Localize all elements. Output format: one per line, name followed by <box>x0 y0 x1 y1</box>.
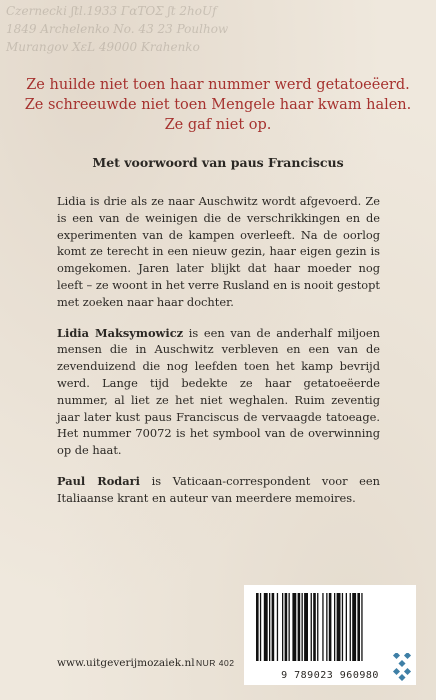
tagline-line: Ze schreeuwde niet toen Mengele haar kwam halen. <box>24 97 412 113</box>
tagline <box>20 75 416 135</box>
author-bio: is Vaticaan-correspondent voor een Italiaanse krant en auteur van meerdere memoires. <box>57 473 381 505</box>
tagline-line: Ze gaf niet op. <box>164 117 272 133</box>
blurb <box>57 193 380 521</box>
paragraph-author <box>57 473 380 507</box>
nur-code: NUR 402 <box>196 658 235 668</box>
subject-bio: is een van de anderhalf miljoen mensen die in Auschwitz verbleven en een van de zevenduizend die nog leefden toen het kamp bevrijd werd. Lange tijd bedekte ze haar getatoeëerde nummer, al liet ze het niet weghalen. Ruim zeventig jaar later kust paus Franciscus de vervaagde tatoeage. Het nummer 70072 is het symbool van de overwinning op de haat. <box>57 325 380 458</box>
handwriting-line: Czernecki ʃtl.1933 ΓαΤΟΣ ʃt 2hoUf <box>6 4 217 18</box>
author-name: Paul Rodari <box>57 473 140 488</box>
mozaiek-logo-icon <box>390 653 414 685</box>
publisher-url[interactable]: www.uitgeverijmozaiek.nl <box>57 657 195 669</box>
barcode-bars <box>254 593 406 661</box>
paragraph-synopsis: Lidia is drie als ze naar Auschwitz wordt afgevoerd. Ze is een van de weinigen die de verschrikkingen en de experimenten van de kampen overleeft. Na de oorlog komt ze terecht in een nieuw gezin, haar eigen gezin is omgekomen. Jaren later blijkt dat haar moeder nog leeft – ze woont in het verre Rusland en is nooit gestopt met zoeken naar haar dochter. <box>57 194 380 309</box>
subject-name: Lidia Maksymowicz <box>57 325 184 340</box>
foreword-heading: Met voorwoord van paus Franciscus <box>92 155 344 170</box>
paragraph-subject <box>57 325 380 459</box>
handwriting-line: Murangov XɛL 49000 Krahenko <box>6 40 200 54</box>
handwriting-line: 1849 Archelenko No. 43 23 Poulhow <box>6 22 229 36</box>
isbn-number: 9 789023 960980 <box>281 670 379 681</box>
tagline-line: Ze huilde niet toen haar nummer werd getatoeëerd. <box>26 77 410 93</box>
background-handwriting <box>0 0 436 60</box>
